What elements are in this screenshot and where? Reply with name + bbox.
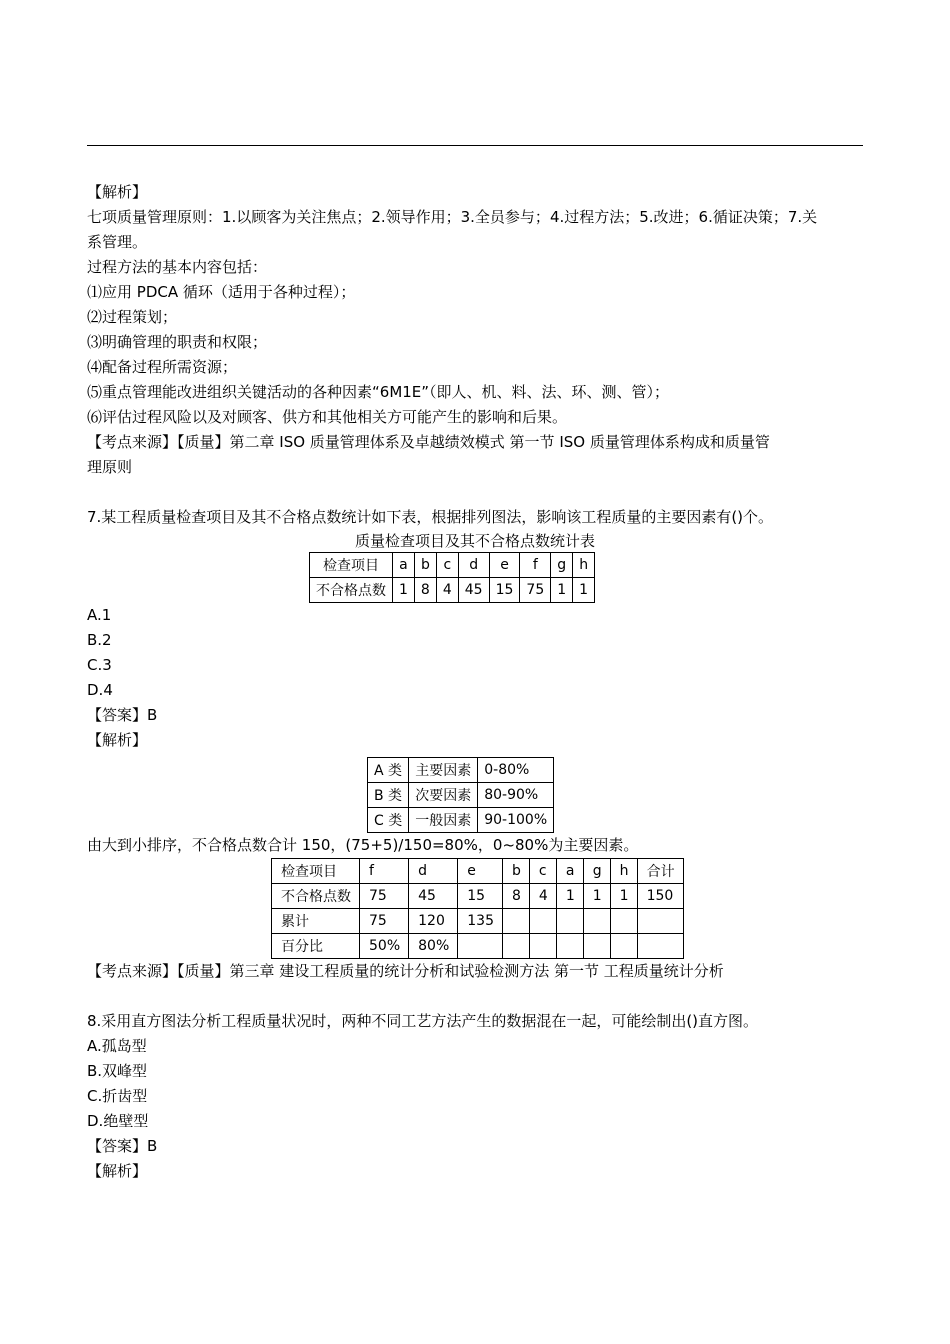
table-cell bbox=[610, 934, 637, 959]
table-cell: 百分比 bbox=[272, 934, 360, 959]
table-cell: C 类 bbox=[368, 808, 409, 833]
table-cell: 不合格点数 bbox=[272, 884, 360, 909]
table-cell: h bbox=[573, 553, 595, 578]
explanation-line: ⑸重点管理能改进组织关键活动的各种因素“6M1E”（即人、机、料、法、环、测、管）； bbox=[87, 383, 670, 401]
explanation-line: ⑵过程策划； bbox=[87, 308, 178, 326]
table-row bbox=[368, 808, 554, 833]
table-cell: 1 bbox=[610, 884, 637, 909]
option-d: D.4 bbox=[87, 681, 113, 699]
answer: 【答案】B bbox=[87, 1137, 158, 1155]
table-cell: f bbox=[520, 553, 551, 578]
table-cell: 80-90% bbox=[478, 783, 554, 808]
table-cell bbox=[583, 909, 610, 934]
option-c: C.3 bbox=[87, 656, 112, 674]
document-body bbox=[87, 180, 863, 1184]
table-row bbox=[272, 934, 684, 959]
option-a: A.1 bbox=[87, 606, 112, 624]
table-cell: e bbox=[489, 553, 520, 578]
question-8: 8.采用直方图法分析工程质量状况时，两种不同工艺方法产生的数据混在一起，可能绘制出()直方图。 bbox=[87, 1012, 759, 1030]
table-cell: 150 bbox=[637, 884, 683, 909]
question-7: 7.某工程质量检查项目及其不合格点数统计如下表，根据排列图法，影响该工程质量的主要因素有()个。 bbox=[87, 508, 774, 526]
table-cell: 135 bbox=[458, 909, 503, 934]
table-cell bbox=[637, 909, 683, 934]
explanation-line: ⑶明确管理的职责和权限； bbox=[87, 333, 268, 351]
explanation-line: ⑹评估过程风险以及对顾客、供方和其他相关方可能产生的影响和后果。 bbox=[87, 408, 568, 426]
table-cell: 1 bbox=[573, 578, 595, 603]
source-note: 【考点来源】【质量】第二章 ISO 质量管理体系及卓越绩效模式 第一节 ISO 质量管理体系构成和质量管 bbox=[87, 433, 770, 451]
table-row bbox=[272, 859, 684, 884]
table-cell: 1 bbox=[393, 578, 415, 603]
table-cell: g bbox=[583, 859, 610, 884]
table-row bbox=[368, 758, 554, 783]
table-cell: 80% bbox=[409, 934, 458, 959]
explanation-heading: 【解析】 bbox=[87, 183, 148, 201]
table-row bbox=[310, 553, 595, 578]
table-cell: A 类 bbox=[368, 758, 409, 783]
table-cell: 不合格点数 bbox=[310, 578, 393, 603]
table-cell bbox=[556, 909, 583, 934]
table-cell: a bbox=[556, 859, 583, 884]
table-cell: e bbox=[458, 859, 503, 884]
table-cell: 1 bbox=[551, 578, 573, 603]
table-cell bbox=[583, 934, 610, 959]
table-cell: 1 bbox=[583, 884, 610, 909]
table-cell: 检查项目 bbox=[272, 859, 360, 884]
table-cell: 次要因素 bbox=[409, 783, 478, 808]
sort-note: 由大到小排序，不合格点数合计 150，(75+5)/150=80%，0~80%为主要因素。 bbox=[87, 836, 639, 854]
table-cell: 8 bbox=[502, 884, 529, 909]
table-cell: 合计 bbox=[637, 859, 683, 884]
table-cell: 4 bbox=[436, 578, 458, 603]
table-row bbox=[272, 884, 684, 909]
table-cell: 15 bbox=[458, 884, 503, 909]
table-cell bbox=[610, 909, 637, 934]
option-b: B.2 bbox=[87, 631, 112, 649]
abc-class-table bbox=[367, 757, 554, 833]
table-cell: 75 bbox=[360, 884, 409, 909]
table-cell: 75 bbox=[360, 909, 409, 934]
table-cell: g bbox=[551, 553, 573, 578]
source-note: 理原则 bbox=[87, 458, 133, 476]
table-cell bbox=[529, 909, 556, 934]
table-row bbox=[310, 578, 595, 603]
table-cell: 4 bbox=[529, 884, 556, 909]
option-d: D.绝壁型 bbox=[87, 1112, 149, 1130]
table-cell: 一般因素 bbox=[409, 808, 478, 833]
option-b: B.双峰型 bbox=[87, 1062, 148, 1080]
table-cell: h bbox=[610, 859, 637, 884]
inspection-table bbox=[309, 552, 595, 603]
table-cell bbox=[529, 934, 556, 959]
table-cell: a bbox=[393, 553, 415, 578]
table-cell bbox=[458, 934, 503, 959]
option-c: C.折齿型 bbox=[87, 1087, 148, 1105]
table-cell: 90-100% bbox=[478, 808, 554, 833]
table-cell: 75 bbox=[520, 578, 551, 603]
table-cell: 50% bbox=[360, 934, 409, 959]
table-cell: 120 bbox=[409, 909, 458, 934]
table-cell: d bbox=[409, 859, 458, 884]
table-cell: b bbox=[414, 553, 436, 578]
header-rule bbox=[87, 145, 863, 146]
table-cell: 累计 bbox=[272, 909, 360, 934]
explanation-line: 系管理。 bbox=[87, 233, 148, 251]
table-cell bbox=[502, 934, 529, 959]
explanation-heading: 【解析】 bbox=[87, 1162, 148, 1180]
table-cell bbox=[556, 934, 583, 959]
explanation-line: 过程方法的基本内容包括： bbox=[87, 258, 268, 276]
explanation-line: 七项质量管理原则：1.以顾客为关注焦点；2.领导作用；3.全员参与；4.过程方法；5.改进；6.循证决策；7.关 bbox=[87, 208, 818, 226]
source-note: 【考点来源】【质量】第三章 建设工程质量的统计分析和试验检测方法 第一节 工程质量统计分析 bbox=[87, 962, 724, 980]
table-cell: c bbox=[436, 553, 458, 578]
table-cell bbox=[637, 934, 683, 959]
table-cell: 0-80% bbox=[478, 758, 554, 783]
option-a: A.孤岛型 bbox=[87, 1037, 147, 1055]
table-cell: 1 bbox=[556, 884, 583, 909]
table-cell: 检查项目 bbox=[310, 553, 393, 578]
table-cell: b bbox=[502, 859, 529, 884]
table-cell: 45 bbox=[409, 884, 458, 909]
table-cell: 45 bbox=[458, 578, 489, 603]
explanation-line: ⑷配备过程所需资源； bbox=[87, 358, 238, 376]
table-cell bbox=[502, 909, 529, 934]
table-cell: B 类 bbox=[368, 783, 409, 808]
table-cell: c bbox=[529, 859, 556, 884]
table-cell: 15 bbox=[489, 578, 520, 603]
answer: 【答案】B bbox=[87, 706, 158, 724]
explanation-heading: 【解析】 bbox=[87, 731, 148, 749]
pareto-table bbox=[271, 858, 684, 959]
table-cell: d bbox=[458, 553, 489, 578]
table-row bbox=[272, 909, 684, 934]
explanation-line: ⑴应用 PDCA 循环（适用于各种过程）； bbox=[87, 283, 356, 301]
table-row bbox=[368, 783, 554, 808]
table-caption: 质量检查项目及其不合格点数统计表 bbox=[354, 532, 595, 550]
table-cell: 主要因素 bbox=[409, 758, 478, 783]
table-cell: f bbox=[360, 859, 409, 884]
table-cell: 8 bbox=[414, 578, 436, 603]
